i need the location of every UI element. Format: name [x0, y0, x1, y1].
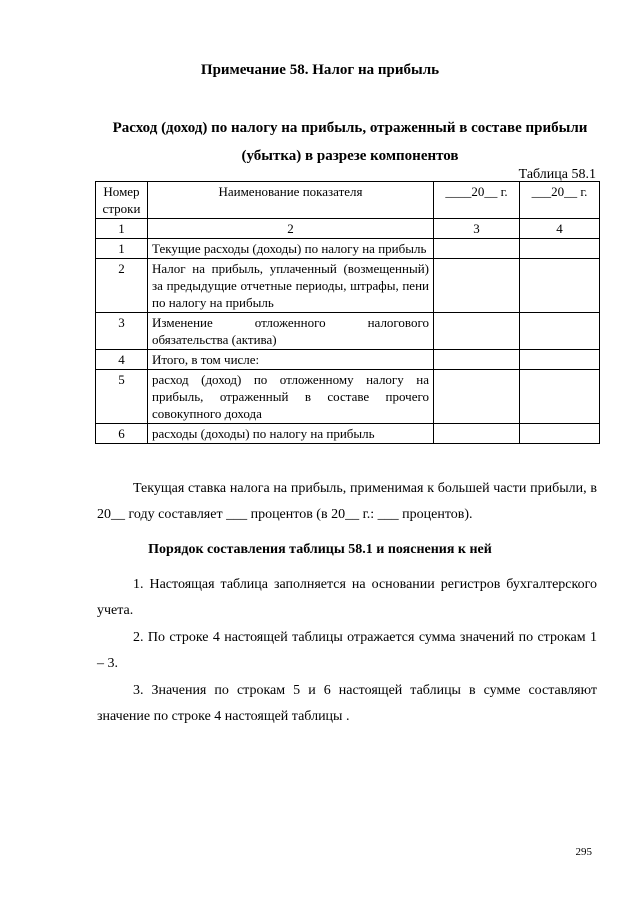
- column-number: 3: [434, 219, 520, 239]
- procedure-heading: Порядок составления таблицы 58.1 и пояснения к ней: [148, 542, 492, 557]
- value-cell: [434, 350, 520, 370]
- row-name: расход (доход) по отложенному налогу на прибыль, отраженный в составе прочего совокупного дохода: [148, 370, 434, 424]
- value-cell: [520, 350, 600, 370]
- value-cell: [520, 239, 600, 259]
- header-period2: ___20__ г.: [520, 182, 600, 219]
- row-name: расходы (доходы) по налогу на прибыль: [148, 424, 434, 444]
- tax-rate-paragraph: Текущая ставка налога на прибыль, применимая к большей части прибыли, в 20__ году составляет ___ процентов (в 20__ г.: ___ процентов).: [97, 481, 597, 522]
- row-number: 1: [96, 239, 148, 259]
- value-cell: [434, 259, 520, 313]
- header-period1: ____20__ г.: [434, 182, 520, 219]
- row-name: Изменение отложенного налогового обязательства (актива): [148, 313, 434, 350]
- row-number: 5: [96, 370, 148, 424]
- procedure-item: 1. Настоящая таблица заполняется на основании регистров бухгалтерского учета.: [97, 577, 597, 618]
- value-cell: [434, 370, 520, 424]
- column-number: 2: [148, 219, 434, 239]
- column-number: 4: [520, 219, 600, 239]
- table-title: Расход (доход) по налогу на прибыль, отраженный в составе прибыли (убытка) в разрезе компонентов: [112, 120, 588, 164]
- table-row: [96, 239, 600, 259]
- table-header-row: [96, 182, 600, 219]
- value-cell: [520, 259, 600, 313]
- procedure-item: 2. По строке 4 настоящей таблицы отражается сумма значений по строкам 1 – 3.: [97, 630, 597, 671]
- value-cell: [520, 313, 600, 350]
- table-row: [96, 350, 600, 370]
- table-row: [96, 370, 600, 424]
- value-cell: [434, 424, 520, 444]
- tax-table: [95, 181, 600, 444]
- page-title: Примечание 58. Налог на прибыль: [200, 62, 440, 78]
- value-cell: [434, 313, 520, 350]
- table-caption: Таблица 58.1: [518, 167, 596, 182]
- row-number: 4: [96, 350, 148, 370]
- value-cell: [434, 239, 520, 259]
- row-number: 6: [96, 424, 148, 444]
- table-row: [96, 313, 600, 350]
- page-number: 295: [575, 846, 592, 858]
- row-name: Текущие расходы (доходы) по налогу на прибыль: [148, 239, 434, 259]
- header-row-no: Номер строки: [96, 182, 148, 219]
- table-row: [96, 259, 600, 313]
- table-row: [96, 424, 600, 444]
- value-cell: [520, 424, 600, 444]
- header-indicator: Наименование показателя: [148, 182, 434, 219]
- row-number: 3: [96, 313, 148, 350]
- column-number: 1: [96, 219, 148, 239]
- row-number: 2: [96, 259, 148, 313]
- row-name: Итого, в том числе:: [148, 350, 434, 370]
- row-name: Налог на прибыль, уплаченный (возмещенный) за предыдущие отчетные периоды, штрафы, пени по налогу на прибыль: [148, 259, 434, 313]
- value-cell: [520, 370, 600, 424]
- procedure-item: 3. Значения по строкам 5 и 6 настоящей таблицы в сумме составляют значение по строке 4 настоящей таблицы .: [97, 683, 597, 724]
- column-number-row: [96, 219, 600, 239]
